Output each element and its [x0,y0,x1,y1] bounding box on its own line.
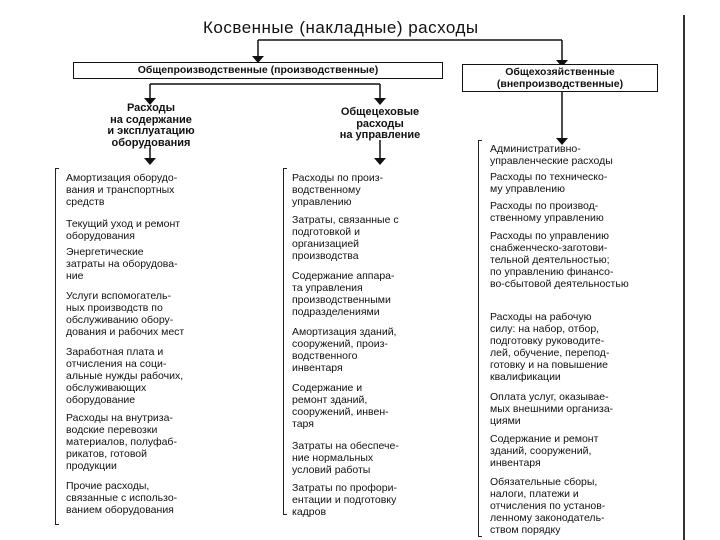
general-item: Содержание и ремонт зданий, сооружений, инвентаря [490,433,599,469]
general-item: Расходы на рабочую силу: на набор, отбор, подготовку руководите- лей, обучение, перепод- готовку и на повышение квалификации [490,311,610,383]
equipment-item: Заработная плата и отчисления на соци- альные нужды рабочих, обслуживающих оборудование [66,346,184,406]
shop-bracket [283,168,287,515]
general-item: Расходы по управлению снабженческо-заготови- тельной деятельностью; по управлению финансо- во-сбытовой деятельностью [490,230,629,290]
equipment-item: Текущий уход и ремонт оборудования [66,218,181,242]
shop-item: Содержание аппара- та управления производственными подразделениями [292,270,395,318]
equipment-item: Расходы на внутриза- водские перевозки материалов, полуфаб- рикатов, готовой продукции [66,412,177,472]
equipment-item: Прочие расходы, связанные с использо- ванием оборудования [66,480,178,516]
general-bracket [478,140,482,537]
general-item: Административно- управленческие расходы [490,143,613,167]
equipment-item: Амортизация оборудо- вания и транспортных средств [66,172,178,208]
general-item: Обязательные сборы, налоги, платежи и отчисления по установ- ленному законодатель- ством порядку [490,476,606,536]
shop-item: Затраты на обеспече- ние нормальных условий работы [292,440,399,476]
general-item: Оплата услуг, оказывае- мых внешними организа- циями [490,391,614,427]
shop-item: Расходы по произ- водственному управлению [292,172,384,208]
shop-item: Содержание и ремонт зданий, сооружений, инвен- таря [292,382,389,430]
equipment-bracket [55,168,59,525]
arrowhead-shop [374,98,386,105]
general-item: Расходы по производ- ственному управлению [490,200,604,224]
diagram-title: Косвенные (накладные) расходы [203,18,479,37]
equipment-item: Энергетические затраты на оборудова- ние [66,246,178,282]
shop-item: Затраты по профори- ентации и подготовку кадров [292,482,397,518]
equipment-costs-header: Расходы на содержание и эксплуатацию оборудования [107,102,195,149]
arrowhead-shop-list [374,158,386,165]
general-costs-box: Общехозяйственные (внепроизводственные) [462,64,658,92]
production-costs-box: Общепроизводственные (производственные) [73,62,443,79]
shop-item: Затраты, связанные с подготовкой и организацией производства [292,214,399,262]
equipment-item: Услуги вспомогатель- ных производств по обслуживанию обору- дования и рабочих мест [66,290,185,338]
shop-costs-header: Общецеховые расходы на управление [339,106,421,141]
general-item: Расходы по техническо- му управлению [490,171,608,195]
arrowhead-equipment-list [144,158,156,165]
shop-item: Амортизация зданий, сооружений, произ- водственного инвентаря [292,326,397,374]
